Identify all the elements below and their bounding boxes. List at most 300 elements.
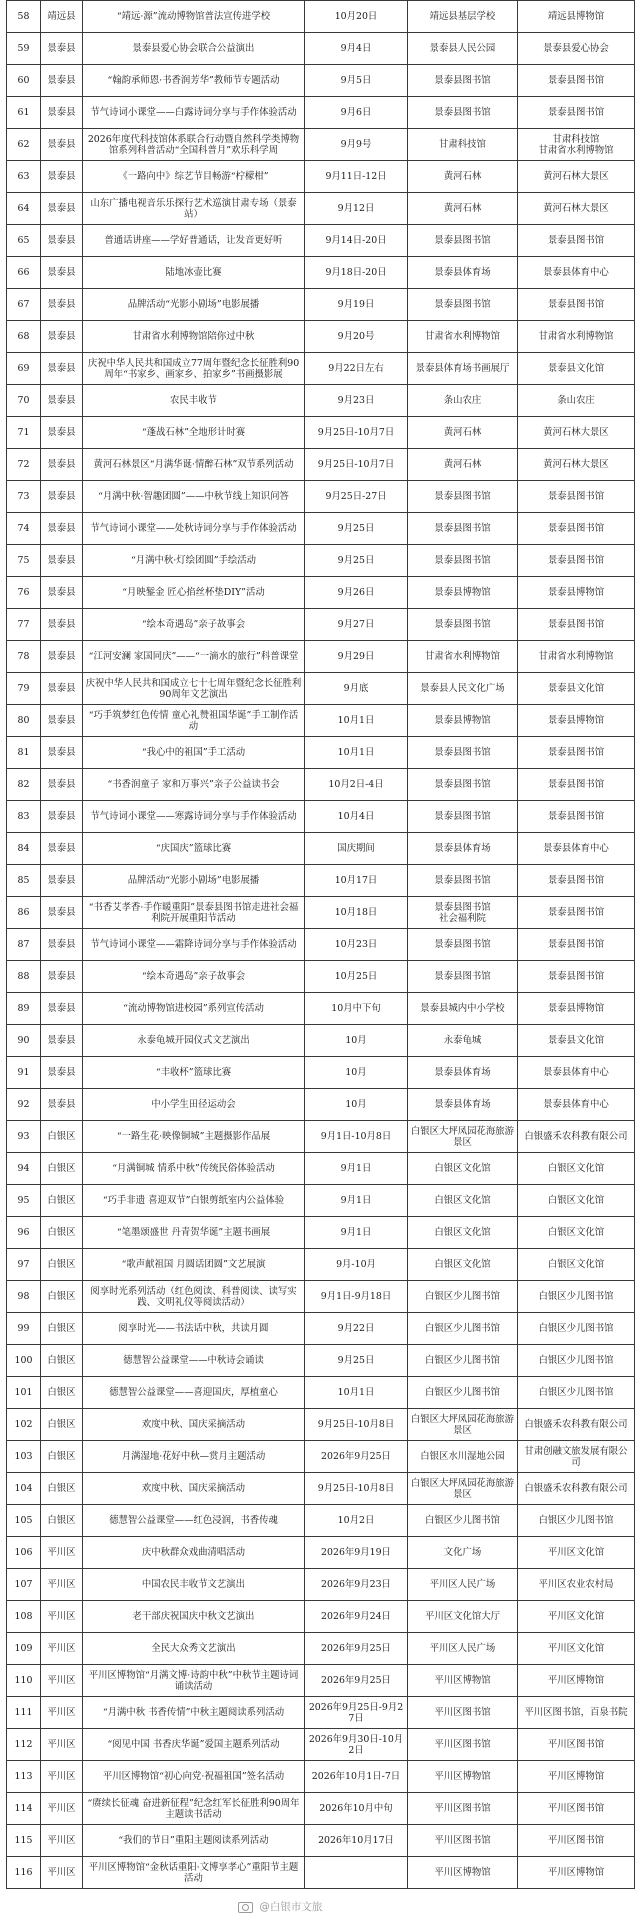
row-number-cell: 92	[7, 1089, 41, 1121]
table-row	[7, 833, 635, 865]
district-cell: 景泰县	[41, 1025, 83, 1057]
table-row	[7, 1057, 635, 1089]
activity-name-cell: 平川区博物馆“初心向党·祝福祖国”签名活动	[83, 1761, 305, 1793]
activity-place-cell: 景泰县图书馆	[408, 545, 518, 577]
activity-place-cell: 平川区博物馆	[408, 1665, 518, 1697]
table-row	[7, 193, 635, 225]
activity-place-cell: 景泰县图书馆	[408, 481, 518, 513]
organizer-cell: 景泰县文化馆	[518, 353, 635, 385]
table-row	[7, 1345, 635, 1377]
row-number-cell: 66	[7, 257, 41, 289]
row-number-cell: 96	[7, 1217, 41, 1249]
activity-name-cell: “月满铜城 情系中秋”传统民俗体验活动	[83, 1153, 305, 1185]
activity-time-cell: 9月4日	[305, 33, 408, 65]
table-row	[7, 865, 635, 897]
organizer-cell: 白银区文化馆	[518, 1249, 635, 1281]
organizer-cell: 白银盛禾农科教有限公司	[518, 1473, 635, 1505]
row-number-cell: 103	[7, 1441, 41, 1473]
table-row	[7, 321, 635, 353]
activity-name-cell: “月映錾金 匠心掐丝杯垫DIY”活动	[83, 577, 305, 609]
organizer-cell: 景泰县体育中心	[518, 1057, 635, 1089]
activity-name-cell: 景泰县爱心协会联合公益演出	[83, 33, 305, 65]
table-row	[7, 545, 635, 577]
row-number-cell: 113	[7, 1761, 41, 1793]
organizer-cell: 黄河石林大景区	[518, 193, 635, 225]
watermark	[238, 1897, 438, 1917]
district-cell: 白银区	[41, 1153, 83, 1185]
activity-time-cell: 9月29日	[305, 641, 408, 673]
activity-place-cell: 白银区少儿图书馆	[408, 1345, 518, 1377]
table-row	[7, 1, 635, 33]
activity-name-cell: “笔墨颂盛世 丹青贺华诞”主题书画展	[83, 1217, 305, 1249]
table-row	[7, 65, 635, 97]
table-row	[7, 1761, 635, 1793]
row-number-cell: 99	[7, 1313, 41, 1345]
activity-place-cell: 景泰县博物馆	[408, 577, 518, 609]
organizer-cell: 景泰县文化馆	[518, 1025, 635, 1057]
activity-name-cell: 欢度中秋、国庆采摘活动	[83, 1473, 305, 1505]
district-cell: 白银区	[41, 1345, 83, 1377]
organizer-cell: 白银区少儿图书馆	[518, 1345, 635, 1377]
organizer-cell: 白银区少儿图书馆	[518, 1377, 635, 1409]
table-row	[7, 1249, 635, 1281]
district-cell: 景泰县	[41, 1089, 83, 1121]
activity-name-cell: 农民丰收节	[83, 385, 305, 417]
activity-name-cell: 节气诗词小课堂——处秋诗词分享与手作体验活动	[83, 513, 305, 545]
table-row	[7, 1217, 635, 1249]
activity-name-cell: 庆中秋群众戏曲清唱活动	[83, 1537, 305, 1569]
row-number-cell: 107	[7, 1569, 41, 1601]
activity-time-cell: 2026年9月23日	[305, 1569, 408, 1601]
row-number-cell: 76	[7, 577, 41, 609]
activity-name-cell: 平川区博物馆“月满文博·诗韵中秋”中秋节主题诗词诵读活动	[83, 1665, 305, 1697]
table-row	[7, 769, 635, 801]
row-number-cell: 110	[7, 1665, 41, 1697]
district-cell: 景泰县	[41, 1057, 83, 1089]
table-row	[7, 129, 635, 161]
activity-name-cell: 中国农民丰收节文艺演出	[83, 1569, 305, 1601]
organizer-cell: 平川区文化馆	[518, 1601, 635, 1633]
row-number-cell: 106	[7, 1537, 41, 1569]
district-cell: 景泰县	[41, 865, 83, 897]
table-row	[7, 1153, 635, 1185]
table-row	[7, 897, 635, 929]
activity-name-cell: “月满中秋·灯绘团圆”手绘活动	[83, 545, 305, 577]
activity-name-cell: 2026年度代科技馆体系联合行动暨自然科学类博物馆系列科普活动“全国科普月”欢乐科学周	[83, 129, 305, 161]
district-cell: 景泰县	[41, 257, 83, 289]
activity-place-cell: 甘肃省水利博物馆	[408, 641, 518, 673]
activity-place-cell: 平川区图书馆	[408, 1697, 518, 1729]
table-row	[7, 609, 635, 641]
district-cell: 景泰县	[41, 449, 83, 481]
organizer-cell: 白银区文化馆	[518, 1153, 635, 1185]
district-cell: 平川区	[41, 1825, 83, 1857]
table-row	[7, 513, 635, 545]
district-cell: 平川区	[41, 1857, 83, 1889]
table-row	[7, 705, 635, 737]
activity-name-cell: 节气诗词小课堂——寒露诗词分享与手作体验活动	[83, 801, 305, 833]
activity-name-cell: 品牌活动“光影小剧场”电影展播	[83, 289, 305, 321]
organizer-cell: 景泰县体育中心	[518, 1089, 635, 1121]
table-row	[7, 1313, 635, 1345]
activity-place-cell: 永泰龟城	[408, 1025, 518, 1057]
district-cell: 景泰县	[41, 897, 83, 929]
row-number-cell: 63	[7, 161, 41, 193]
activity-place-cell: 景泰县体育场	[408, 1057, 518, 1089]
district-cell: 白银区	[41, 1441, 83, 1473]
district-cell: 景泰县	[41, 225, 83, 257]
activity-time-cell: 9月26日	[305, 577, 408, 609]
table-row	[7, 257, 635, 289]
row-number-cell: 78	[7, 641, 41, 673]
district-cell: 平川区	[41, 1793, 83, 1825]
row-number-cell: 102	[7, 1409, 41, 1441]
organizer-cell: 平川区图书馆	[518, 1793, 635, 1825]
activity-place-cell: 白银区少儿图书馆	[408, 1281, 518, 1313]
organizer-cell: 景泰县图书馆	[518, 545, 635, 577]
row-number-cell: 64	[7, 193, 41, 225]
activity-place-cell: 景泰县图书馆	[408, 225, 518, 257]
activity-time-cell: 2026年9月24日	[305, 1601, 408, 1633]
activity-place-cell: 景泰县图书馆	[408, 801, 518, 833]
activity-time-cell: 10月17日	[305, 865, 408, 897]
activity-time-cell: 10月1日	[305, 737, 408, 769]
activity-place-cell: 白银区少儿图书馆	[408, 1505, 518, 1537]
activity-time-cell: 10月2日-4日	[305, 769, 408, 801]
activity-time-cell: 9月1日	[305, 1185, 408, 1217]
activity-place-cell: 景泰县图书馆	[408, 289, 518, 321]
district-cell: 靖远县	[41, 1, 83, 33]
row-number-cell: 86	[7, 897, 41, 929]
activity-name-cell: “绘本奇遇岛”亲子故事会	[83, 609, 305, 641]
district-cell: 平川区	[41, 1537, 83, 1569]
row-number-cell: 94	[7, 1153, 41, 1185]
activity-name-cell: “月满中秋·智趣团圆”——中秋节线上知识问答	[83, 481, 305, 513]
organizer-cell: 甘肃省水利博物馆	[518, 641, 635, 673]
district-cell: 白银区	[41, 1121, 83, 1153]
row-number-cell: 72	[7, 449, 41, 481]
activity-name-cell: 欢度中秋、国庆采摘活动	[83, 1409, 305, 1441]
table-row	[7, 737, 635, 769]
row-number-cell: 111	[7, 1697, 41, 1729]
district-cell: 平川区	[41, 1761, 83, 1793]
district-cell: 景泰县	[41, 33, 83, 65]
activity-time-cell: 9月22日左右	[305, 353, 408, 385]
table-row	[7, 353, 635, 385]
table-row	[7, 1857, 635, 1889]
organizer-cell: 景泰县图书馆	[518, 865, 635, 897]
row-number-cell: 84	[7, 833, 41, 865]
organizer-cell: 景泰县图书馆	[518, 929, 635, 961]
table-row	[7, 1697, 635, 1729]
organizer-cell: 景泰县博物馆	[518, 705, 635, 737]
activity-name-cell: 庆祝中华人民共和国成立七十七周年暨纪念长征胜利90周年文艺演出	[83, 673, 305, 705]
district-cell: 景泰县	[41, 385, 83, 417]
row-number-cell: 108	[7, 1601, 41, 1633]
table-row	[7, 1601, 635, 1633]
table-row	[7, 993, 635, 1025]
activity-time-cell: 9月22日	[305, 1313, 408, 1345]
watermark-text: @白银市文旅	[259, 1901, 323, 1913]
activity-time-cell: 2026年9月25日-9月27日	[305, 1697, 408, 1729]
table-row	[7, 481, 635, 513]
district-cell: 平川区	[41, 1665, 83, 1697]
activity-time-cell: 9月25日-27日	[305, 481, 408, 513]
organizer-cell: 平川区图书馆	[518, 1825, 635, 1857]
row-number-cell: 87	[7, 929, 41, 961]
activity-place-cell: 白银区大坪凤园花海旅游景区	[408, 1409, 518, 1441]
table-row	[7, 929, 635, 961]
activity-time-cell: 9月18日-20日	[305, 257, 408, 289]
activity-time-cell: 10月中下旬	[305, 993, 408, 1025]
activity-place-cell: 白银区文化馆	[408, 1217, 518, 1249]
row-number-cell: 75	[7, 545, 41, 577]
activity-place-cell: 平川区人民广场	[408, 1569, 518, 1601]
activity-time-cell: 10月2日	[305, 1505, 408, 1537]
row-number-cell: 97	[7, 1249, 41, 1281]
activity-place-cell: 甘肃省水利博物馆	[408, 321, 518, 353]
activity-name-cell: 中小学生田径运动会	[83, 1089, 305, 1121]
district-cell: 景泰县	[41, 673, 83, 705]
activity-place-cell: 黄河石林	[408, 449, 518, 481]
table-row	[7, 289, 635, 321]
organizer-cell: 平川区博物馆	[518, 1857, 635, 1889]
organizer-cell: 景泰县图书馆	[518, 225, 635, 257]
activity-time-cell: 2026年9月30日-10月2日	[305, 1729, 408, 1761]
activity-name-cell: “我心中的祖国”手工活动	[83, 737, 305, 769]
activity-name-cell: “巧手非遗 喜迎双节”白银剪纸室内公益体验	[83, 1185, 305, 1217]
activity-time-cell: 9月1日-10月8日	[305, 1121, 408, 1153]
activity-place-cell: 景泰县图书馆	[408, 769, 518, 801]
district-cell: 景泰县	[41, 321, 83, 353]
organizer-cell: 黄河石林大景区	[518, 161, 635, 193]
activity-time-cell: 9月11日-12日	[305, 161, 408, 193]
activity-place-cell: 白银区文化馆	[408, 1249, 518, 1281]
organizer-cell: 景泰县图书馆	[518, 737, 635, 769]
activity-time-cell: 9月1日	[305, 1217, 408, 1249]
row-number-cell: 83	[7, 801, 41, 833]
district-cell: 景泰县	[41, 545, 83, 577]
district-cell: 景泰县	[41, 993, 83, 1025]
row-number-cell: 69	[7, 353, 41, 385]
activity-name-cell: 庆祝中华人民共和国成立77周年暨纪念长征胜利90周年“书家乡、画家乡、拍家乡”书画摄影展	[83, 353, 305, 385]
row-number-cell: 82	[7, 769, 41, 801]
activity-time-cell: 9月25日	[305, 545, 408, 577]
activity-time-cell: 9月1日	[305, 1153, 408, 1185]
activity-place-cell: 平川区博物馆	[408, 1761, 518, 1793]
row-number-cell: 89	[7, 993, 41, 1025]
activity-place-cell: 黄河石林	[408, 161, 518, 193]
activity-schedule-table	[6, 0, 635, 1889]
activity-time-cell: 10月20日	[305, 1, 408, 33]
activity-place-cell: 平川区图书馆	[408, 1793, 518, 1825]
row-number-cell: 67	[7, 289, 41, 321]
activity-place-cell: 靖远县基层学校	[408, 1, 518, 33]
row-number-cell: 95	[7, 1185, 41, 1217]
organizer-cell: 景泰县图书馆	[518, 65, 635, 97]
activity-place-cell: 文化广场	[408, 1537, 518, 1569]
row-number-cell: 59	[7, 33, 41, 65]
activity-time-cell: 2026年9月25日	[305, 1633, 408, 1665]
activity-time-cell: 9月25日-10月8日	[305, 1409, 408, 1441]
activity-name-cell: “翰韵承师恩·书香润芳华”教师节专题活动	[83, 65, 305, 97]
activity-place-cell: 景泰县图书馆	[408, 97, 518, 129]
activity-name-cell: “我们的节日”重阳主题阅读系列活动	[83, 1825, 305, 1857]
district-cell: 景泰县	[41, 193, 83, 225]
activity-name-cell: 节气诗词小课堂——白露诗词分享与手作体验活动	[83, 97, 305, 129]
organizer-cell: 景泰县图书馆	[518, 97, 635, 129]
activity-time-cell: 10月4日	[305, 801, 408, 833]
activity-name-cell: “月满中秋 书香传情”中秋主题阅读系列活动	[83, 1697, 305, 1729]
district-cell: 景泰县	[41, 97, 83, 129]
organizer-cell: 白银区文化馆	[518, 1185, 635, 1217]
table-row	[7, 577, 635, 609]
row-number-cell: 105	[7, 1505, 41, 1537]
activity-name-cell: “阅见中国 书香庆华诞”爱国主题系列活动	[83, 1729, 305, 1761]
table-row	[7, 1537, 635, 1569]
activity-time-cell: 10月18日	[305, 897, 408, 929]
activity-place-cell: 甘肃科技馆	[408, 129, 518, 161]
activity-time-cell: 10月1日	[305, 1377, 408, 1409]
activity-time-cell	[305, 1857, 408, 1889]
table-row	[7, 1569, 635, 1601]
organizer-cell: 黄河石林大景区	[518, 449, 635, 481]
activity-place-cell: 景泰县图书馆	[408, 513, 518, 545]
district-cell: 景泰县	[41, 65, 83, 97]
organizer-cell: 景泰县体育中心	[518, 833, 635, 865]
district-cell: 景泰县	[41, 289, 83, 321]
organizer-cell: 白银盛禾农科教有限公司	[518, 1409, 635, 1441]
row-number-cell: 74	[7, 513, 41, 545]
district-cell: 景泰县	[41, 161, 83, 193]
organizer-cell: 甘肃科技馆 甘肃省水利博物馆	[518, 129, 635, 161]
activity-name-cell: “江河安澜 家国同庆”——“一滴水的旅行”科普课堂	[83, 641, 305, 673]
district-cell: 白银区	[41, 1377, 83, 1409]
activity-place-cell: 条山农庄	[408, 385, 518, 417]
organizer-cell: 景泰县图书馆	[518, 513, 635, 545]
table-row	[7, 1025, 635, 1057]
activity-time-cell: 9月12日	[305, 193, 408, 225]
activity-time-cell: 9月14日-20日	[305, 225, 408, 257]
table-row	[7, 97, 635, 129]
organizer-cell: 平川区图书馆，百泉书院	[518, 1697, 635, 1729]
activity-time-cell: 9月27日	[305, 609, 408, 641]
row-number-cell: 62	[7, 129, 41, 161]
organizer-cell: 甘肃创融文旅发展有限公司	[518, 1441, 635, 1473]
row-number-cell: 114	[7, 1793, 41, 1825]
activity-time-cell: 10月	[305, 1057, 408, 1089]
organizer-cell: 景泰县图书馆	[518, 481, 635, 513]
activity-time-cell: 2026年9月25日	[305, 1665, 408, 1697]
row-number-cell: 58	[7, 1, 41, 33]
activity-name-cell: “赓续长征魂 奋进新征程”纪念红军长征胜利90周年主题读书活动	[83, 1793, 305, 1825]
activity-place-cell: 景泰县人民文化广场	[408, 673, 518, 705]
row-number-cell: 115	[7, 1825, 41, 1857]
organizer-cell: 平川区图书馆	[518, 1729, 635, 1761]
table-row	[7, 225, 635, 257]
district-cell: 景泰县	[41, 609, 83, 641]
activity-name-cell: 德慧智公益课堂——喜迎国庆，厚植童心	[83, 1377, 305, 1409]
schedule-table-body	[7, 1, 635, 1889]
row-number-cell: 60	[7, 65, 41, 97]
table-row	[7, 1441, 635, 1473]
activity-name-cell: “蓬战石林”全地形计时赛	[83, 417, 305, 449]
activity-place-cell: 白银区文化馆	[408, 1153, 518, 1185]
activity-place-cell: 平川区图书馆	[408, 1729, 518, 1761]
activity-place-cell: 平川区人民广场	[408, 1633, 518, 1665]
activity-time-cell: 9月25日	[305, 1345, 408, 1377]
table-row	[7, 1409, 635, 1441]
activity-name-cell: 陆地冰壶比赛	[83, 257, 305, 289]
activity-place-cell: 白银区大坪凤园花海旅游景区	[408, 1473, 518, 1505]
organizer-cell: 平川区农业农村局	[518, 1569, 635, 1601]
district-cell: 景泰县	[41, 129, 83, 161]
district-cell: 白银区	[41, 1313, 83, 1345]
row-number-cell: 88	[7, 961, 41, 993]
organizer-cell: 白银区少儿图书馆	[518, 1313, 635, 1345]
district-cell: 景泰县	[41, 353, 83, 385]
organizer-cell: 景泰县文化馆	[518, 673, 635, 705]
table-row	[7, 1505, 635, 1537]
table-row	[7, 33, 635, 65]
table-row	[7, 1281, 635, 1313]
activity-time-cell: 9月1日-9月18日	[305, 1281, 408, 1313]
activity-place-cell: 景泰县体育场	[408, 257, 518, 289]
district-cell: 白银区	[41, 1473, 83, 1505]
activity-place-cell: 白银区少儿图书馆	[408, 1313, 518, 1345]
table-row	[7, 1089, 635, 1121]
activity-place-cell: 白银区水川湿地公园	[408, 1441, 518, 1473]
organizer-cell: 景泰县体育中心	[518, 257, 635, 289]
activity-place-cell: 景泰县博物馆	[408, 705, 518, 737]
activity-place-cell: 景泰县图书馆 社会福利院	[408, 897, 518, 929]
activity-time-cell: 国庆期间	[305, 833, 408, 865]
activity-name-cell: “巧手筑梦红色传情 童心礼赞祖国华诞”手工制作活动	[83, 705, 305, 737]
organizer-cell: 黄河石林大景区	[518, 417, 635, 449]
activity-place-cell: 白银区大坪凤园花海旅游景区	[408, 1121, 518, 1153]
district-cell: 白银区	[41, 1185, 83, 1217]
district-cell: 景泰县	[41, 833, 83, 865]
district-cell: 白银区	[41, 1217, 83, 1249]
activity-name-cell: “靖远·源”流动博物馆普法宣传进学校	[83, 1, 305, 33]
row-number-cell: 101	[7, 1377, 41, 1409]
activity-place-cell: 白银区少儿图书馆	[408, 1377, 518, 1409]
row-number-cell: 93	[7, 1121, 41, 1153]
table-row	[7, 961, 635, 993]
row-number-cell: 98	[7, 1281, 41, 1313]
organizer-cell: 条山农庄	[518, 385, 635, 417]
organizer-cell: 白银盛禾农科教有限公司	[518, 1121, 635, 1153]
activity-time-cell: 9月25日-10月8日	[305, 1473, 408, 1505]
district-cell: 白银区	[41, 1281, 83, 1313]
organizer-cell: 景泰县图书馆	[518, 769, 635, 801]
activity-time-cell: 2026年9月25日	[305, 1441, 408, 1473]
activity-name-cell: 全民大众秀文艺演出	[83, 1633, 305, 1665]
activity-place-cell: 景泰县人民公园	[408, 33, 518, 65]
activity-place-cell: 黄河石林	[408, 417, 518, 449]
organizer-cell: 甘肃省水利博物馆	[518, 321, 635, 353]
organizer-cell: 景泰县图书馆	[518, 609, 635, 641]
district-cell: 平川区	[41, 1633, 83, 1665]
table-row	[7, 673, 635, 705]
activity-place-cell: 景泰县图书馆	[408, 961, 518, 993]
row-number-cell: 112	[7, 1729, 41, 1761]
organizer-cell: 景泰县图书馆	[518, 897, 635, 929]
row-number-cell: 61	[7, 97, 41, 129]
table-row	[7, 641, 635, 673]
activity-place-cell: 景泰县图书馆	[408, 737, 518, 769]
row-number-cell: 109	[7, 1633, 41, 1665]
